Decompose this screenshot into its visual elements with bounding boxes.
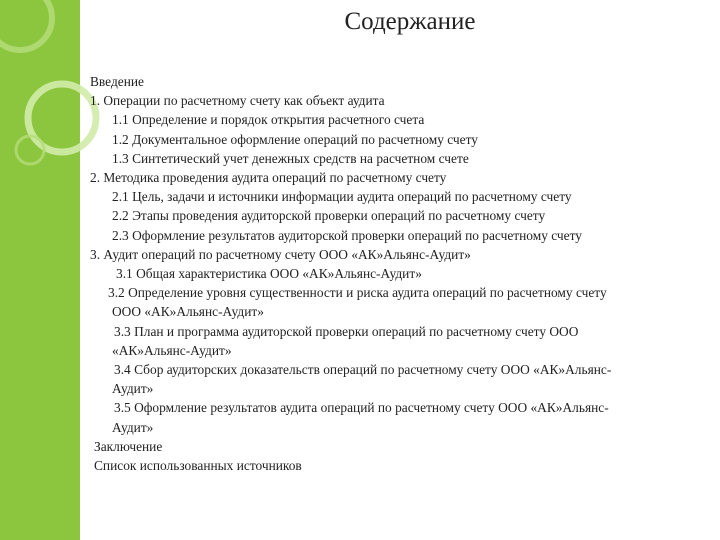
toc-entry-3-5: 3.5 Оформление результатов аудита операций по расчетному счету ООО «АК»Альянс- <box>114 400 609 416</box>
toc-entry-3-3: 3.3 План и программа аудиторской проверки операций по расчетному счету ООО <box>114 323 579 339</box>
toc-entry-3: 3. Аудит операций по расчетному счету ООО «АК»Альянс-Аудит» <box>90 246 471 262</box>
toc-entry-3-2: 3.2 Определение уровня существенности и риска аудита операций по расчетному счету <box>108 285 607 301</box>
toc-entry-3-2-continued: ООО «АК»Альянс-Аудит» <box>112 304 264 320</box>
toc-entry-1: 1. Операции по расчетному счету как объект аудита <box>90 93 385 109</box>
toc-entry-conclusion: Заключение <box>94 438 163 454</box>
toc-entry-3-5-continued: Аудит» <box>112 419 154 435</box>
toc-entry-1-3: 1.3 Синтетический учет денежных средств на расчетном счете <box>112 150 469 166</box>
toc-entry-references: Список использованных источников <box>94 458 302 474</box>
toc-entry-2-1: 2.1 Цель, задачи и источники информации аудита операций по расчетному счету <box>112 189 572 205</box>
toc-entry-3-3-continued: «АК»Альянс-Аудит» <box>112 342 232 358</box>
toc-entry-introduction: Введение <box>90 74 144 89</box>
toc-entry-1-1: 1.1 Определение и порядок открытия расчетного счета <box>112 112 425 128</box>
table-of-contents <box>88 72 714 475</box>
toc-entry-3-1: 3.1 Общая характеристика ООО «АК»Альянс-Аудит» <box>116 266 422 282</box>
slide-title: Содержание <box>344 8 476 35</box>
toc-entry-2-2: 2.2 Этапы проведения аудиторской проверки операций по расчетному счету <box>112 208 546 224</box>
toc-entry-3-4: 3.4 Сбор аудиторских доказательств операций по расчетному счету ООО «АК»Альянс- <box>114 362 612 378</box>
toc-entry-1-2: 1.2 Документальное оформление операций по расчетному счету <box>112 131 478 147</box>
toc-entry-2-3: 2.3 Оформление результатов аудиторской проверки операций по расчетному счету <box>112 227 582 243</box>
toc-entry-3-4-continued: Аудит» <box>112 381 154 397</box>
toc-entry-2: 2. Методика проведения аудита операций по расчетному счету <box>90 170 447 186</box>
